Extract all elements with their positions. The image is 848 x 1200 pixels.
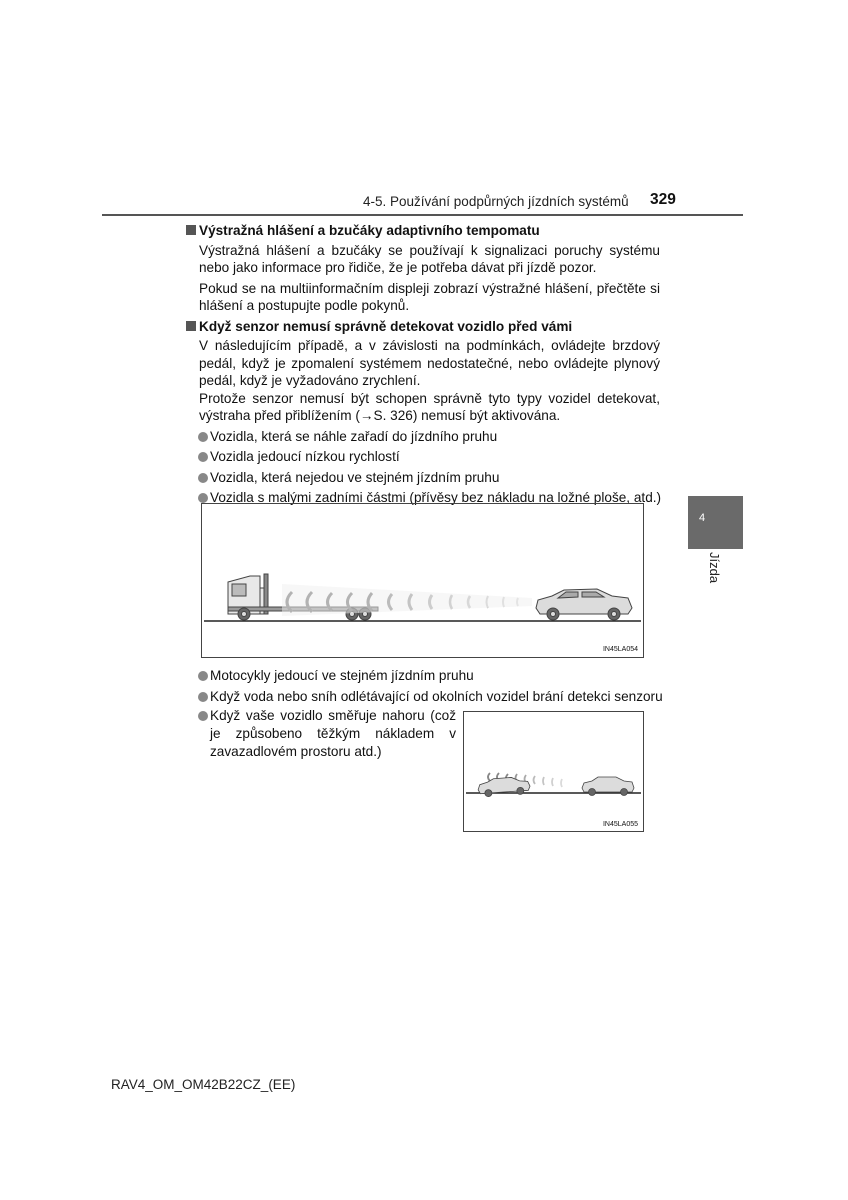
paragraph: V následujícím případě, a v závislosti na podmínkách, ovládejte brzdový pedál, když je zpomalení systémem nedostatečné, nebo ovládejte plynový pedál, když je vyžadováno zrychlení.: [199, 338, 660, 388]
running-header-title: 4-5. Používání podpůrných jízdních systémů: [363, 194, 629, 209]
chapter-tab-number: 4: [699, 512, 706, 524]
list-item: Vozidla, která nejedou ve stejném jízdním pruhu: [198, 469, 660, 487]
header-rule: [102, 214, 743, 216]
list-item: Když voda nebo sníh odlétávající od okolních vozidel brání detekci senzoru: [198, 688, 668, 706]
paragraph: Výstražná hlášení a bzučáky se používají k signalizaci poruchy systému nebo jako informace pro řidiče, že je potřeba dávat při jízdě pozor.: [199, 242, 660, 275]
list-item: Vozidla s malými zadními částmi (přívěsy bez nákladu na ložné ploše, atd.): [198, 489, 660, 507]
figure-code: IN45LA055: [602, 821, 638, 828]
list-item: Vozidla, která se náhle zařadí do jízdního pruhu: [198, 428, 660, 446]
bullet-dot-icon: [198, 432, 208, 442]
truck-radar-illustration: [202, 504, 643, 657]
square-bullet-icon: [186, 225, 196, 235]
list-item: Když vaše vozidlo směřuje nahoru (což je způsobeno těžkým nákladem v zavazadlovém prostoru atd.): [198, 707, 456, 761]
paragraph: Pokud se na multiinformačním displeji zobrazí výstražné hlášení, přečtěte si hlášení a postupujte podle pokynů.: [199, 280, 660, 313]
bullet-dot-icon: [198, 711, 208, 721]
car-icon: [477, 776, 530, 797]
page-number: 329: [650, 191, 676, 208]
bullet-dot-icon: [198, 452, 208, 462]
section-heading: Když senzor nemusí správně detekovat vozidlo před vámi: [186, 318, 660, 336]
paragraph: Protože senzor nemusí být schopen správně tyto typy vozidel detekovat, výstraha před přiblížením (→S. 326) nemusí být aktivována.: [199, 390, 660, 423]
bullet-dot-icon: [198, 671, 208, 681]
bullet-dot-icon: [198, 493, 208, 503]
section-heading: Výstražná hlášení a bzučáky adaptivního tempomatu: [186, 222, 660, 240]
list-item: Vozidla jedoucí nízkou rychlostí: [198, 448, 660, 466]
main-content: [186, 220, 660, 507]
chapter-tab-label: Jízda: [707, 552, 722, 584]
list-item: Motocykly jedoucí ve stejném jízdním pruhu: [198, 667, 668, 685]
illustration-car-tilted: [463, 711, 644, 832]
tilted-car-illustration: [464, 712, 643, 831]
illustration-truck-trailer: [201, 503, 644, 658]
chapter-tab: [688, 496, 743, 549]
car-icon: [536, 589, 632, 620]
square-bullet-icon: [186, 321, 196, 331]
bullet-dot-icon: [198, 692, 208, 702]
bullet-dot-icon: [198, 473, 208, 483]
footer-document-code: RAV4_OM_OM42B22CZ_(EE): [111, 1077, 296, 1092]
lower-bullet-list: [198, 664, 668, 705]
figure-code: IN45LA054: [602, 646, 638, 653]
